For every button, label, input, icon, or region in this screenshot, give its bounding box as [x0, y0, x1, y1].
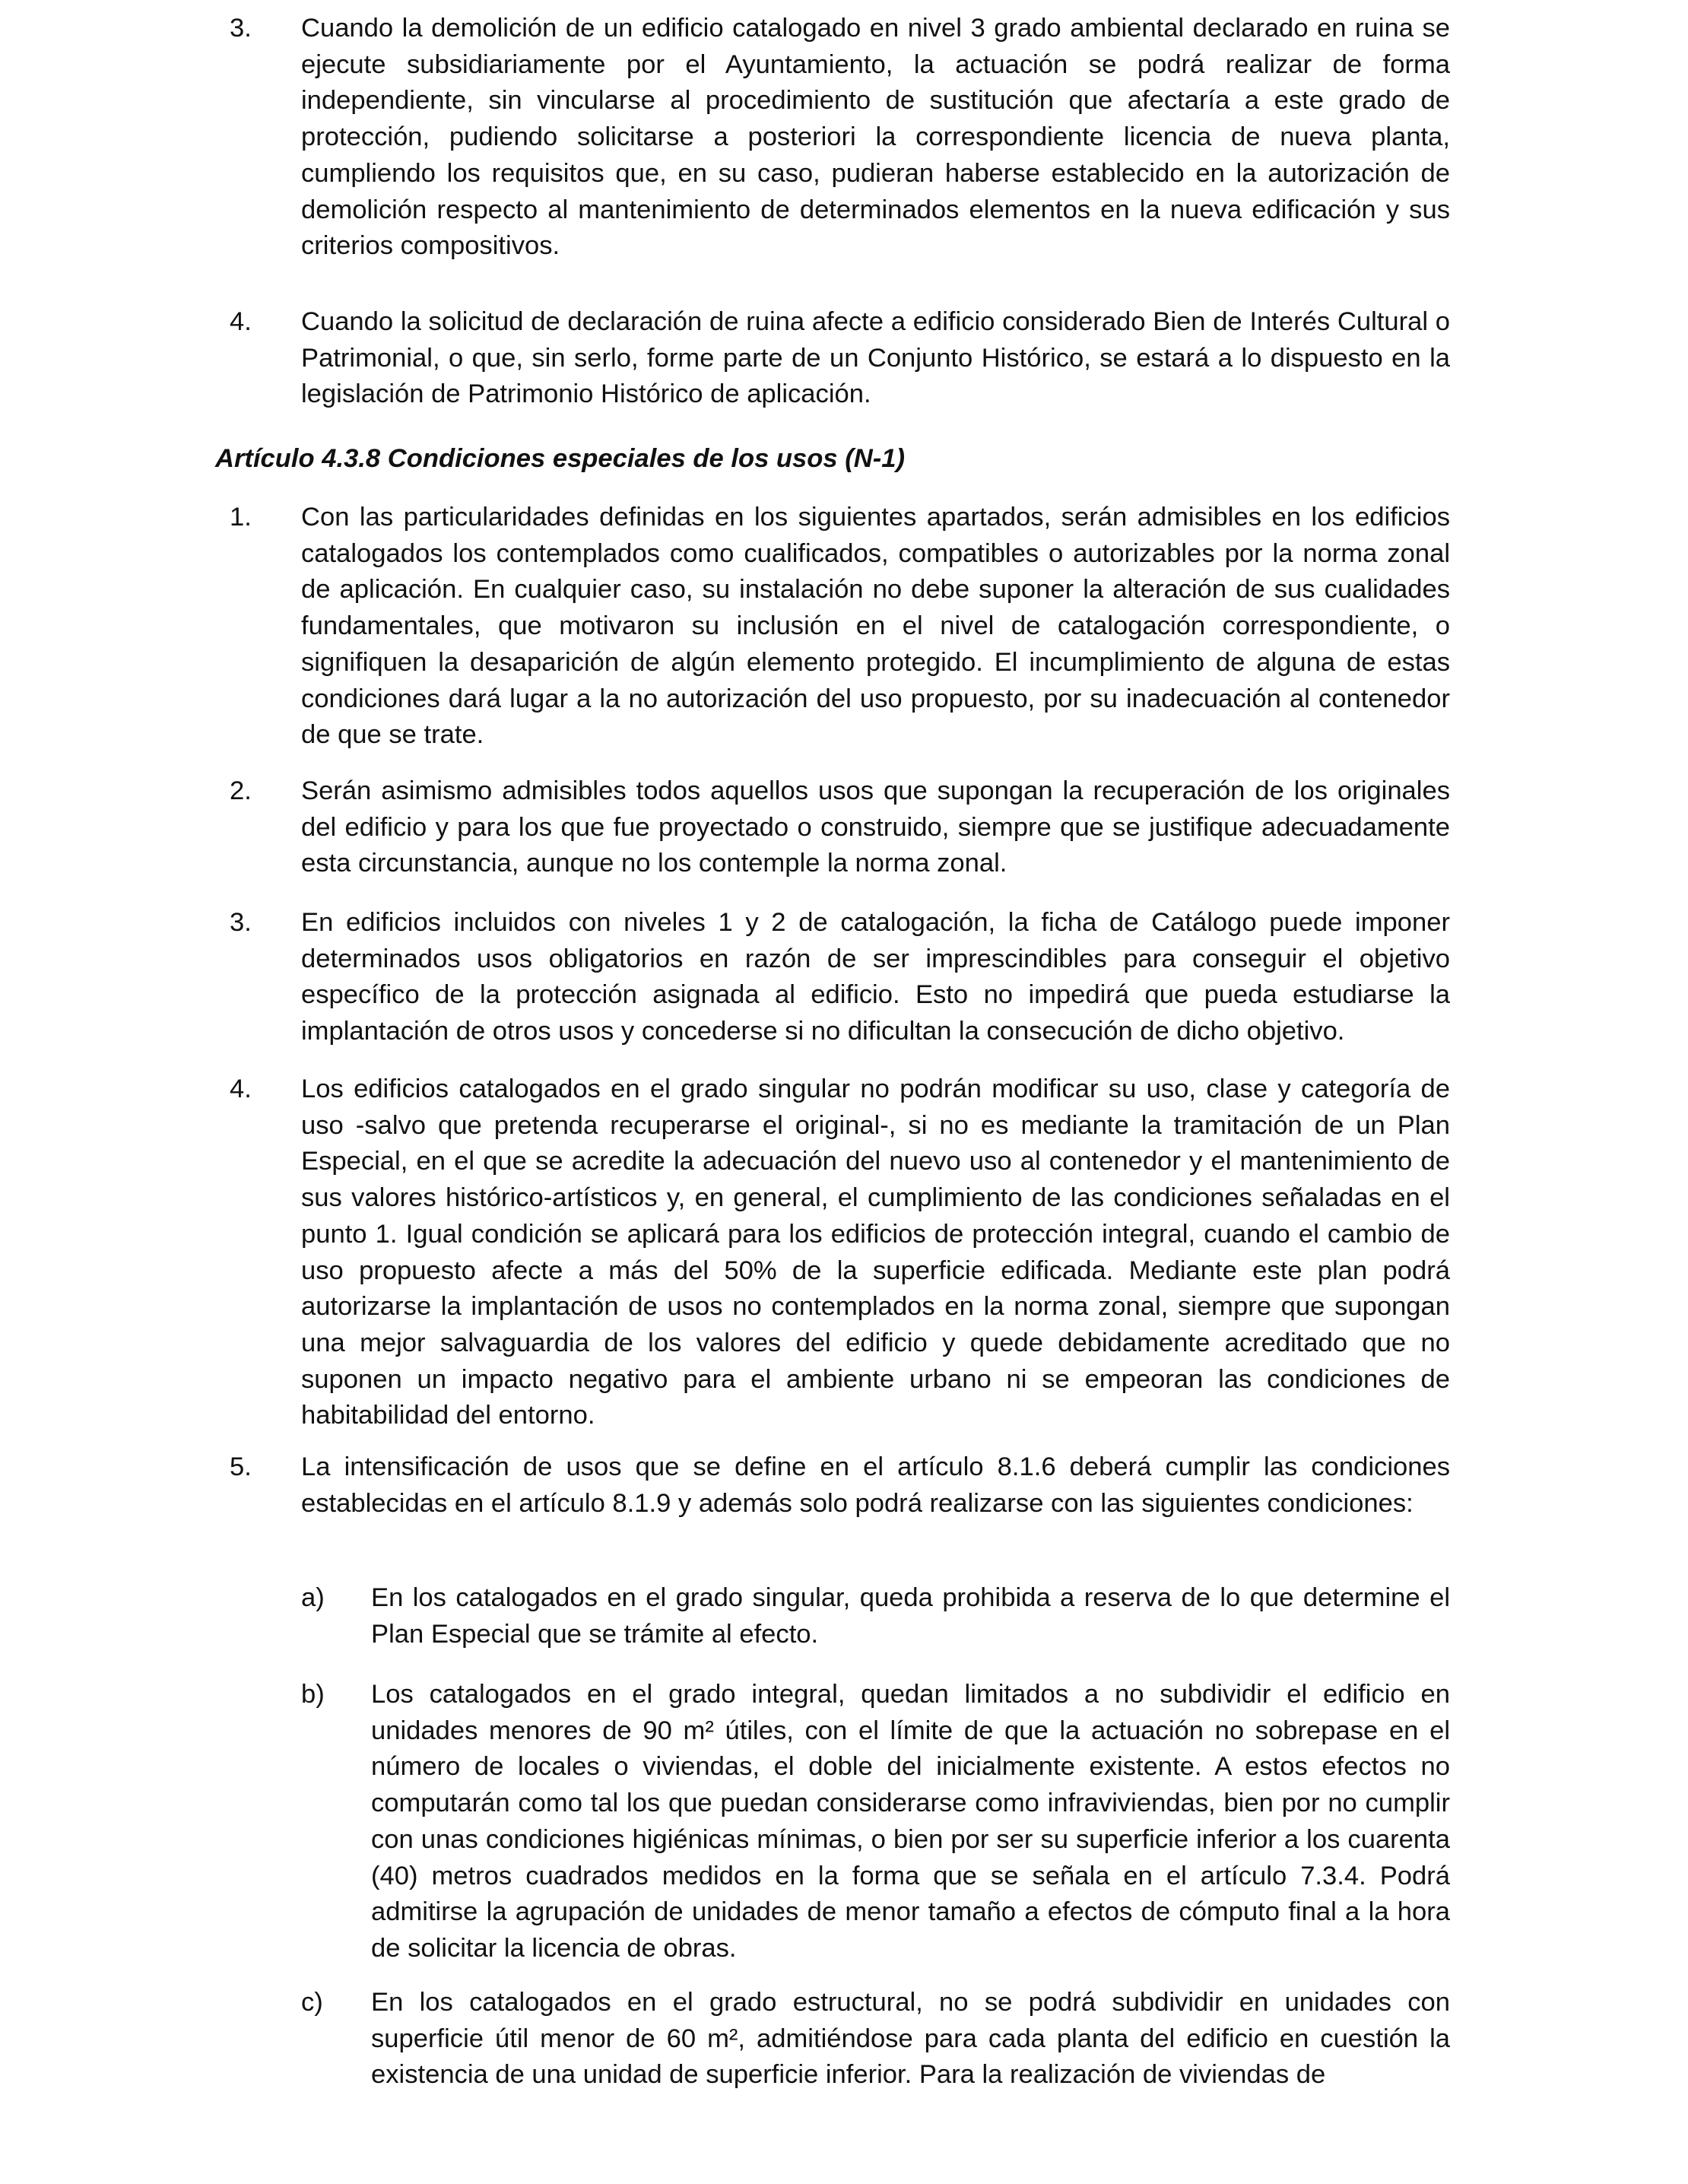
- item-text: En edificios incluidos con niveles 1 y 2 de catalogación, la ficha de Catálogo puede imponer determinados usos obligatorios en razón de ser imprescindibles para conseguir el objetivo específico de la protección asignada al edificio. Esto no impedirá que pueda estudiarse la implantación de otros usos y concederse si no dificultan la consecución de dicho objetivo.: [301, 908, 1450, 1046]
- sub-item-letter: c): [301, 1988, 323, 2017]
- item-number: 2.: [230, 776, 252, 805]
- item-text: Cuando la solicitud de declaración de ruina afecte a edificio considerado Bien de Interés Cultural o Patrimonial, o que, sin serlo, forme parte de un Conjunto Histórico, se estará a lo dispuesto en la legislación de Patrimonio Histórico de aplicación.: [301, 307, 1450, 409]
- sub-item-text: En los catalogados en el grado estructural, no se podrá subdividir en unidades con superficie útil menor de 60 m², admitiéndose para cada planta del edificio en cuestión la existencia de una unidad de superficie inferior. Para la realización de viviendas de: [371, 1988, 1450, 2090]
- item-number: 1.: [230, 503, 252, 532]
- item-text: Cuando la demolición de un edificio catalogado en nivel 3 grado ambiental declarado en ruina se ejecute subsidiariamente por el Ayuntamiento, la actuación se podrá realizar de forma independiente, sin vincularse al procedimiento de sustitución que afectaría a este grado de protección, pudiendo solicitarse a posteriori la correspondiente licencia de nueva planta, cumpliendo los requisitos que, en su caso, pudieran haberse establecido en la autorización de demolición respecto al mantenimiento de determinados elementos en la nueva edificación y sus criterios compositivos.: [301, 14, 1450, 261]
- item-number: 5.: [230, 1452, 252, 1481]
- sub-item-letter: b): [301, 1680, 325, 1709]
- item-number: 3.: [230, 908, 252, 937]
- item-number: 4.: [230, 1075, 252, 1103]
- item-text: Los edificios catalogados en el grado singular no podrán modificar su uso, clase y categoría de uso -salvo que pretenda recuperarse el original-, si no es mediante la tramitación de un Plan Especial, en el que se acredite la adecuación del nuevo uso al contenedor y el mantenimiento de sus valores histórico-artísticos y, en general, el cumplimiento de las condiciones señaladas en el punto 1. Igual condición se aplicará para los edificios de protección integral, cuando el cambio de uso propuesto afecte a más del 50% de la superficie edificada. Mediante este plan podrá autorizarse la implantación de usos no contemplados en la norma zonal, siempre que supongan una mejor salvaguardia de los valores del edificio y quede debidamente acreditado que no suponen un impacto negativo para el ambiente urbano ni se empeoran las condiciones de habitabilidad del entorno.: [301, 1075, 1450, 1430]
- sub-item-text: En los catalogados en el grado singular, queda prohibida a reserva de lo que determine el Plan Especial que se trámite al efecto.: [371, 1583, 1450, 1649]
- item-number: 3.: [230, 14, 252, 43]
- item-text: Con las particularidades definidas en los siguientes apartados, serán admisibles en los edificios catalogados los contemplados como cualificados, compatibles o autorizables por la norma zonal de aplicación. En cualquier caso, su instalación no debe suponer la alteración de sus cualidades fundamentales, que motivaron su inclusión en el nivel de catalogación correspondiente, o signifiquen la desaparición de algún elemento protegido. El incumplimiento de alguna de estas condiciones dará lugar a la no autorización del uso propuesto, por su inadecuación al contenedor de que se trate.: [301, 503, 1450, 750]
- item-text: Serán asimismo admisibles todos aquellos usos que supongan la recuperación de los originales del edificio y para los que fue proyectado o construido, siempre que se justifique adecuadamente esta circunstancia, aunque no los contemple la norma zonal.: [301, 776, 1450, 878]
- item-number: 4.: [230, 307, 252, 336]
- sub-item-text: Los catalogados en el grado integral, quedan limitados a no subdividir el edificio en unidades menores de 90 m² útiles, con el límite de que la actuación no sobrepase en el número de locales o viviendas, el doble del inicialmente existente. A estos efectos no computarán como tal los que puedan considerarse como infraviviendas, bien por no cumplir con unas condiciones higiénicas mínimas, o bien por ser su superficie inferior a los cuarenta (40) metros cuadrados medidos en la forma que se señala en el artículo 7.3.4. Podrá admitirse la agrupación de unidades de menor tamaño a efectos de cómputo final a la hora de solicitar la licencia de obras.: [371, 1680, 1450, 1963]
- article-heading: Artículo 4.3.8 Condiciones especiales de los usos (N-1): [215, 444, 905, 473]
- item-text: La intensificación de usos que se define en el artículo 8.1.6 deberá cumplir las condiciones establecidas en el artículo 8.1.9 y además solo podrá realizarse con las siguientes condiciones:: [301, 1452, 1450, 1518]
- sub-item-letter: a): [301, 1583, 325, 1612]
